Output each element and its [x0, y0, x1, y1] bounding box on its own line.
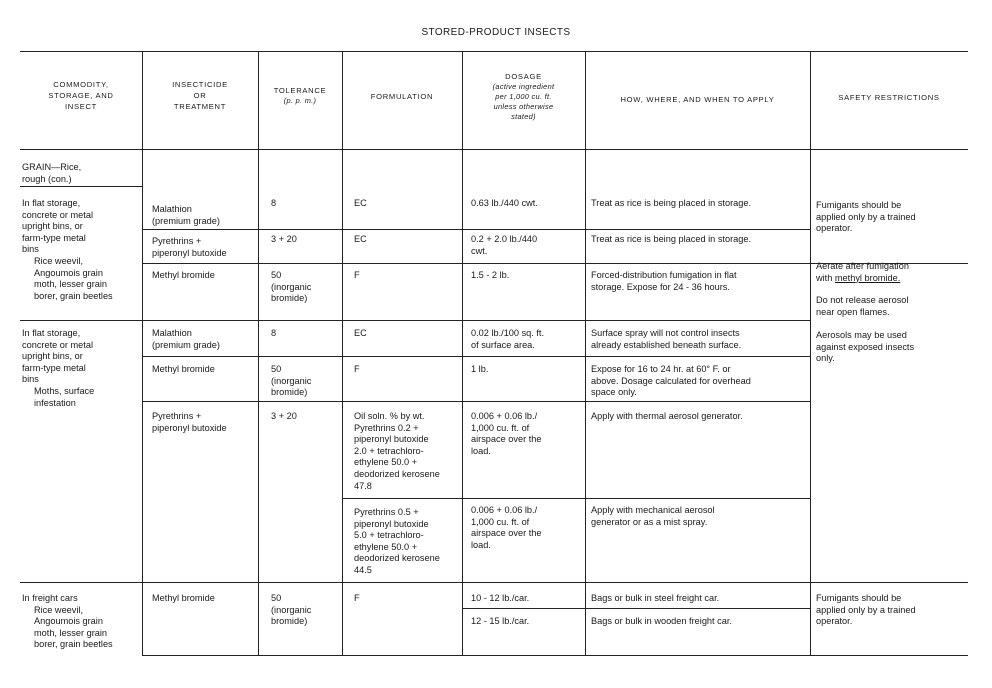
formulation-cell: EC: [354, 234, 367, 244]
header-commodity: COMMODITY, STORAGE, AND INSECT: [48, 80, 114, 111]
formulation-cell: EC: [354, 328, 367, 338]
group-rule: [20, 582, 968, 583]
insecticide-cell: Malathion (premium grade): [152, 204, 220, 226]
column-rule: [342, 51, 343, 655]
dosage-cell: 1.5 - 2 lb.: [471, 270, 510, 280]
row-rule: [142, 401, 810, 402]
tolerance-cell: 3 + 20: [271, 234, 297, 244]
table-bottom-rule: [142, 655, 968, 656]
dosage-cell: 12 - 15 lb./car.: [471, 616, 530, 626]
header-insecticide: INSECTICIDE OR TREATMENT: [172, 80, 228, 111]
dosage-cell: 10 - 12 lb./car.: [471, 593, 530, 603]
methyl-bromide-underlined: methyl bromide.: [834, 272, 901, 283]
row-rule: [142, 356, 810, 357]
grain-heading-rule: [20, 186, 142, 187]
application-cell: Apply with mechanical aerosol generator or as a mist spray.: [591, 505, 715, 527]
application-cell: Surface spray will not control insects already established beneath surface.: [591, 328, 742, 350]
safety-aerosol-flames-note: Do not release aerosol near open flames.: [816, 295, 909, 317]
insecticide-cell: Malathion (premium grade): [152, 328, 220, 350]
formulation-cell: EC: [354, 198, 367, 208]
header-bottom-rule: [20, 149, 968, 150]
group-rule: [20, 320, 810, 321]
row-rule: [342, 498, 810, 499]
formulation-cell: F: [354, 593, 360, 603]
column-rule: [810, 51, 811, 655]
tolerance-cell: 50 (inorganic bromide): [271, 364, 312, 398]
column-rule: [462, 51, 463, 655]
dosage-cell: 1 lb.: [471, 364, 489, 374]
application-cell: Apply with thermal aerosol generator.: [591, 411, 743, 421]
safety-fumigants-note: Fumigants should be applied only by a trained operator.: [816, 593, 916, 627]
column-rule: [258, 51, 259, 655]
insecticide-cell: Pyrethrins + piperonyl butoxide: [152, 236, 227, 258]
formulation-cell: Pyrethrins 0.5 + piperonyl butoxide 5.0 + tetrachloro- ethylene 50.0 + deodorized kerosene 44.5: [354, 507, 440, 575]
row-rule: [462, 608, 810, 609]
application-cell: Forced-distribution fumigation in flat storage. Expose for 24 - 36 hours.: [591, 270, 737, 292]
header-formulation: FORMULATION: [370, 92, 434, 101]
dosage-cell: 0.63 lb./440 cwt.: [471, 198, 538, 208]
formulation-cell: F: [354, 270, 360, 280]
dosage-cell: 0.006 + 0.06 lb./ 1,000 cu. ft. of airspace over the load.: [471, 505, 542, 550]
safety-fumigants-note: Fumigants should be applied only by a trained operator.: [816, 200, 916, 234]
dosage-cell: 0.2 + 2.0 lb./440 cwt.: [471, 234, 538, 256]
application-cell: Treat as rice is being placed in storage.: [591, 198, 752, 208]
commodity-storage-group-3: In freight cars Rice weevil, Angoumois grain moth, lesser grain borer, grain beetles: [22, 593, 113, 650]
commodity-grain-heading: GRAIN—Rice, rough (con.): [22, 162, 82, 184]
application-cell: Bags or bulk in wooden freight car.: [591, 616, 732, 626]
commodity-storage-group-1: In flat storage, concrete or metal upright bins, or farm-type metal bins Rice weevil, Angoumois grain moth, lesser grain borer, grain beetles: [22, 198, 113, 301]
row-rule: [142, 229, 810, 230]
page-title: STORED-PRODUCT INSECTS: [421, 27, 571, 38]
dosage-cell: 0.02 lb./100 sq. ft. of surface area.: [471, 328, 545, 350]
insecticide-cell: Methyl bromide: [152, 593, 215, 603]
tolerance-cell: 3 + 20: [271, 411, 297, 421]
safety-aerate-note: Aerate after fumigation with methyl bromide.: [816, 261, 909, 283]
safety-aerosol-use-note: Aerosols may be used against exposed insects only.: [816, 330, 915, 364]
column-rule: [585, 51, 586, 655]
tolerance-cell: 50 (inorganic bromide): [271, 593, 312, 627]
header-safety-restrictions: SAFETY RESTRICTIONS: [838, 93, 940, 102]
formulation-cell: Oil soln. % by wt. Pyrethrins 0.2 + piperonyl butoxide 2.0 + tetrachloro- ethylene 50.0 + deodorized kerosene 47.8: [354, 411, 440, 491]
tolerance-cell: 50 (inorganic bromide): [271, 270, 312, 304]
tolerance-cell: 8: [271, 328, 277, 338]
column-rule: [142, 51, 143, 655]
header-tolerance: TOLERANCE (p. p. m.): [273, 86, 327, 105]
insecticide-cell: Pyrethrins + piperonyl butoxide: [152, 411, 227, 433]
insecticide-cell: Methyl bromide: [152, 270, 215, 280]
tolerance-cell: 8: [271, 198, 277, 208]
formulation-cell: F: [354, 364, 360, 374]
table-top-rule: [20, 51, 968, 52]
application-cell: Bags or bulk in steel freight car.: [591, 593, 720, 603]
commodity-storage-group-2: In flat storage, concrete or metal upright bins, or farm-type metal bins Moths, surface infestation: [22, 328, 95, 408]
insecticide-cell: Methyl bromide: [152, 364, 215, 374]
header-how-where-when: HOW, WHERE, AND WHEN TO APPLY: [620, 95, 775, 104]
application-cell: Treat as rice is being placed in storage.: [591, 234, 752, 244]
application-cell: Expose for 16 to 24 hr. at 60° F. or above. Dosage calculated for overhead space only.: [591, 364, 751, 398]
header-dosage: DOSAGE (active ingredient per 1,000 cu. ft. unless otherwise stated): [492, 72, 555, 121]
dosage-cell: 0.006 + 0.06 lb./ 1,000 cu. ft. of airspace over the load.: [471, 411, 542, 456]
